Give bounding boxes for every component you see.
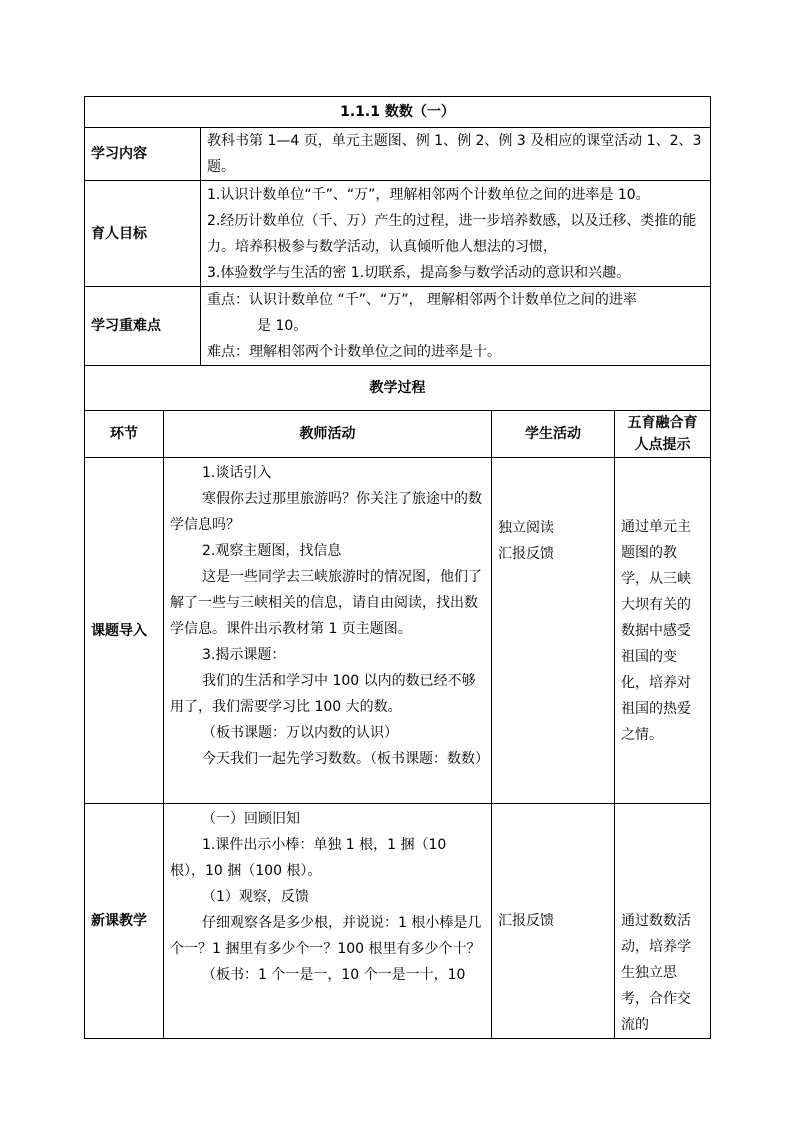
column-header-row: [85, 411, 711, 458]
key-points-label: 学习重难点: [85, 287, 201, 366]
goals-label: 育人目标: [85, 181, 201, 287]
teacher-line: （板书课题：万以内数的认识）: [202, 725, 398, 741]
student-activity-cell: [492, 804, 615, 1039]
process-title-row: [85, 366, 711, 411]
teacher-line: 我们的生活和学习中 100 以内的数已经不够用了，我们需要学习比 100 大的数。: [170, 673, 476, 715]
teacher-line: 1.谈话引入: [202, 465, 272, 481]
goal-line: 3.体验数学与生活的密 1.切联系，提高参与数学活动的意识和兴趣。: [207, 264, 631, 281]
teacher-line: 3.揭示课题：: [202, 647, 286, 663]
content-label: 学习内容: [85, 128, 201, 181]
teacher-line: 1.课件出示小棒：单独 1 根，1 捆（10 根），10 捆（100 根）。: [170, 837, 447, 879]
student-line: 汇报反馈: [498, 546, 554, 562]
teacher-line: （一）回顾旧知: [202, 811, 300, 827]
teacher-activity-cell: [164, 458, 492, 804]
content-row: [85, 128, 711, 181]
goals-row: [85, 181, 711, 287]
teacher-line: 寒假你去过那里旅游吗？你关注了旅途中的数学信息吗？: [170, 491, 482, 533]
teacher-line: 2.观察主题图，找信息: [202, 543, 342, 559]
student-activity-cell: [492, 458, 615, 804]
column-header-stage: 环节: [85, 411, 164, 458]
teacher-line: （板书：1 个一是一，10 个一是一十，10: [202, 967, 466, 983]
stage-name: 课题导入: [85, 458, 164, 804]
teacher-line: 这是一些同学去三峡旅游时的情况图，他们了解了一些与三峡相关的信息，请自由阅读，找出数学信息。课件出示教材第 1 页主题图。: [170, 569, 482, 637]
teacher-line: 仔细观察各是多少根，并说说：1 根小棒是几个一？1 捆里有多少个一？100 根里有多少个十？: [170, 915, 482, 957]
key-points-row: [85, 287, 711, 366]
stage-name: 新课教学: [85, 804, 164, 1039]
education-note: 通过单元主题图的教学，从三峡大坝有关的数据中感受祖国的变化，培养对祖国的热爱之情。: [615, 458, 711, 804]
education-note: 通过数数活动，培养学生独立思考，合作交流的: [615, 804, 711, 1039]
key-point-line: 难点：理解相邻两个计数单位之间的进率是十。: [207, 344, 501, 360]
title-row: [85, 97, 711, 128]
student-line: 汇报反馈: [498, 913, 554, 929]
goal-line: 2.经历计数单位（千、万）产生的过程，进一步培养数感，以及迁移、类推的能力。培养积极参与数学活动，认真倾听他人想法的习惯，: [207, 212, 697, 255]
process-title: 教学过程: [85, 366, 711, 411]
key-point-line: 重点：认识计数单位 “千”、“万”， 理解相邻两个计数单位之间的进率: [207, 292, 637, 308]
goal-line: 1.认识计数单位“千”、“万”，理解相邻两个计数单位之间的进率是 10。: [207, 186, 650, 203]
teacher-activity-cell: [164, 804, 492, 1039]
content-text: 教科书第 1—4 页，单元主题图、例 1、例 2、例 3 及相应的课堂活动 1、2、3 题。: [201, 128, 711, 181]
goals-cell: [201, 181, 711, 287]
teacher-line: 今天我们一起先学习数数。（板书课题：数数）: [202, 751, 489, 767]
stage-row-intro: [85, 458, 711, 804]
teacher-line: （1）观察，反馈: [202, 889, 309, 905]
key-point-line: 是 10。: [257, 318, 308, 334]
key-points-cell: [201, 287, 711, 366]
lesson-title: 1.1.1 数数（一）: [85, 97, 711, 128]
column-header-teacher: 教师活动: [164, 411, 492, 458]
lesson-plan-table: [84, 96, 711, 1039]
stage-row-new-lesson: [85, 804, 711, 1039]
column-header-student: 学生活动: [492, 411, 615, 458]
student-line: 独立阅读: [498, 520, 554, 536]
column-header-note: 五育融合育人点提示: [615, 411, 711, 458]
